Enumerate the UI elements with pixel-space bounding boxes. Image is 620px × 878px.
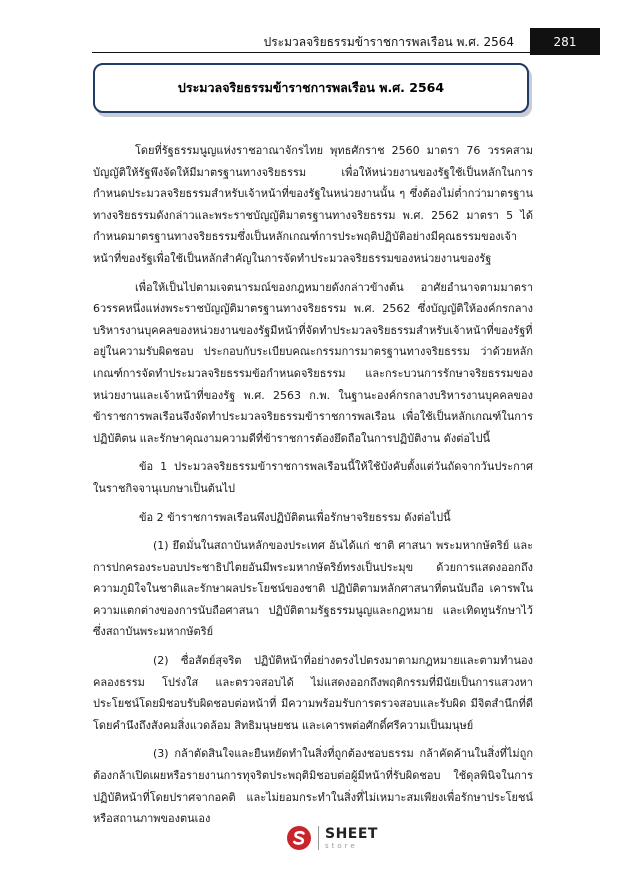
paragraph-item-3: (3) กล้าตัดสินใจและยืนหยัดทำในสิ่งที่ถูกต้องชอบธรรม กล้าคัดค้านในสิ่งที่ไม่ถูกต้องกล้าเปิดเผยหรือรายงานการทุจริตประพฤติมิชอบต่อผู้มีหน้าที่รับผิดชอบ ใช้ดุลพินิจในการปฏิบัติหน้าที่โดยปราศจากอคติ และไม่ยอมกระทำในสิ่งที่ไม่เหมาะสมเพียงเพื่อรักษาประโยชน์หรือสถานภาพของตนเอง <box>93 747 533 826</box>
paragraph-clause-1: ข้อ 1 ประมวลจริยธรรมข้าราชการพลเรือนนี้ให้ใช้บังคับตั้งแต่วันถัดจากวันประกาศในราชกิจจานุเบกษาเป็นต้นไป <box>93 460 533 495</box>
body-text <box>93 140 533 837</box>
sheet-store-logo <box>286 825 378 851</box>
header-rule <box>92 52 532 53</box>
logo-divider <box>318 826 319 850</box>
paragraph-item-2: (2) ซื่อสัตย์สุจริต ปฏิบัติหน้าที่อย่างตรงไปตรงมาตามกฎหมายและตามทำนองคลองธรรม โปร่งใส และตรวจสอบได้ ไม่แสดงออกถึงพฤติกรรมที่มีนัยเป็นการแสวงหาประโยชน์โดยมิชอบรับผิดชอบต่อหน้าที่ มีความพร้อมรับการตรวจสอบและรับผิด มีจิตสำนึกที่ดี โดยคำนึงถึงสังคมสิ่งแวดล้อม สิทธิมนุษยชน และเคารพต่อศักดิ์ศรีความเป็นมนุษย์ <box>93 654 533 732</box>
running-title: ประมวลจริยธรรมข้าราชการพลเรือน พ.ศ. 2564 <box>263 35 514 49</box>
logo-wordmark <box>325 827 378 850</box>
title-box <box>93 63 529 113</box>
sheet-store-s-logo-icon <box>286 825 312 851</box>
document-title: ประมวลจริยธรรมข้าราชการพลเรือน พ.ศ. 2564 <box>177 80 445 95</box>
paragraph-clause-2: ข้อ 2 ข้าราชการพลเรือนพึงปฏิบัติตนเพื่อรักษาจริยธรรม ดังต่อไปนี้ <box>139 510 451 524</box>
paragraph-preamble: โดยที่รัฐธรรมนูญแห่งราชอาณาจักรไทย พุทธศักราช 2560 มาตรา 76 วรรคสามบัญญัติให้รัฐพึงจัดให้มีมาตรฐานทางจริยธรรม เพื่อให้หน่วยงานของรัฐใช้เป็นหลักในการกำหนดประมวลจริยธรรมสำหรับเจ้าหน้าที่ของรัฐในหน่วยงานนั้น ๆ ซึ่งต้องไม่ต่ำกว่ามาตรฐานทางจริยธรรมดังกล่าวและพระราชบัญญัติมาตรฐานทางจริยธรรม พ.ศ. 2562 มาตรา 5 ได้กำหนดมาตรฐานทางจริยธรรมซึ่งเป็นหลักเกณฑ์การประพฤติปฏิบัติอย่างมีคุณธรรมของเจ้าหน้าที่ของรัฐเพื่อใช้เป็นหลักสำคัญในการจัดทำประมวลจริยธรรมของหน่วยงานของรัฐ <box>93 144 533 265</box>
paragraph-authority: เพื่อให้เป็นไปตามเจตนารมณ์ของกฎหมายดังกล่าวข้างต้น อาศัยอำนาจตามมาตรา 6วรรคหนึ่งแห่งพระราชบัญญัติมาตรฐานทางจริยธรรม พ.ศ. 2562 ซึ่งบัญญัติให้องค์กรกลางบริหารงานบุคคลของหน่วยงานของรัฐมีหน้าที่จัดทำประมวลจริยธรรมสำหรับเจ้าหน้าที่ของรัฐที่อยู่ในความรับผิดชอบ ประกอบกับระเบียบคณะกรรมการมาตรฐานทางจริยธรรม ว่าด้วยหลักเกณฑ์การจัดทำประมวลจริยธรรมข้อกำหนดจริยธรรม และกระบวนการรักษาจริยธรรมของหน่วยงานและเจ้าหน้าที่ของรัฐ พ.ศ. 2563 ก.พ. ในฐานะองค์กรกลางบริหารงานบุคคลของข้าราชการพลเรือนจึงจัดทำประมวลจริยธรรมข้าราชการพลเรือน เพื่อใช้เป็นหลักเกณฑ์ในการปฏิบัติตน และรักษาคุณงามความดีที่ข้าราชการต้องยึดถือในการปฏิบัติงาน ดังต่อไปนี้ <box>93 280 533 445</box>
logo-word: SHEET <box>325 825 378 842</box>
logo-subword: store <box>325 841 358 850</box>
paragraph-item-1: (1) ยึดมั่นในสถาบันหลักของประเทศ อันได้แก่ ชาติ ศาสนา พระมหากษัตริย์ และการปกครองระบอบประชาธิปไตยอันมีพระมหากษัตริย์ทรงเป็นประมุข ด้วยการแสดงออกถึงความภูมิใจในชาติและรักษาผลประโยชน์ของชาติ ปฏิบัติตามหลักศาสนาที่ตนนับถือ เคารพในความแตกต่างของการนับถือศาสนา ปฏิบัติตามรัฐธรรมนูญและกฎหมาย และเทิดทูนรักษาไว้ซึ่งสถาบันพระมหากษัตริย์ <box>93 539 533 639</box>
page-number: 281 <box>530 28 600 55</box>
